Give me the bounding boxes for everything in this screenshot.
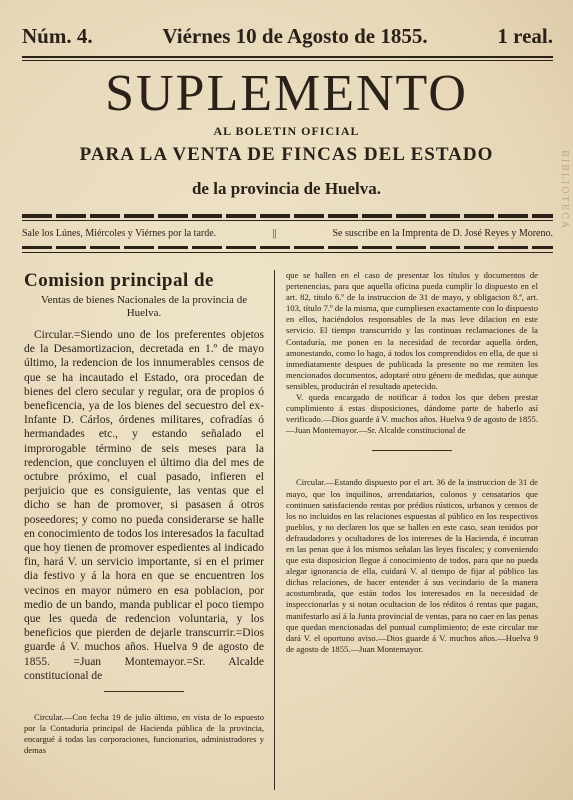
column-divider bbox=[274, 270, 275, 790]
issue-price: 1 real. bbox=[497, 23, 553, 48]
section-heading: Comision principal de bbox=[24, 270, 214, 291]
top-rule-thin bbox=[22, 60, 553, 61]
left-column bbox=[24, 270, 264, 756]
subscription-info: Se suscribe en la Imprenta de D. José Reyes y Moreno. bbox=[332, 228, 553, 239]
ornament-rule-thin bbox=[22, 220, 553, 221]
subtitle: AL BOLETIN OFICIAL bbox=[213, 124, 360, 138]
margin-stamp: BIBLIOTECA bbox=[559, 150, 569, 230]
separator-right bbox=[372, 450, 452, 451]
subtitle-province: de la provincia de Huelva. bbox=[191, 179, 382, 198]
circular-2-continued: que se hallen en el caso de presentar los títulos y documentos de pertenencias, para que aquella oficina pueda cumplir lo dispuesto en el art. 82, título 6.º de la instruccion de 31 de mayo, y obligacion 8.ª, art. 103, título 7.º de la misma, que cumpliesen exactamente con lo dispuesto en ellos, haciéndolos responsables de la mas leve dilacion en este servicio. El tiempo transcurrido y las continuas reclamaciones de la Contaduría, me ponen en la necesidad de recordar aquella órden, amonestando, como lo hago, á todos los comprendidos en ella, de que si inmediatamente despues de publicada la presente no me remiten los mencionados documentos, adoptaré otro género de medidas, que aunque sensibles, producirán el resultado apetecido. bbox=[286, 270, 538, 391]
masthead bbox=[22, 22, 553, 50]
issue-number: Núm. 4. bbox=[22, 23, 93, 48]
circular-2: Circular.—Con fecha 19 de julio último, en vista de lo espuesto por la Contaduría principal de Hacienda pública de la provincia, encargué á todas las corporaciones, funcionarios, administradores y demas bbox=[24, 712, 264, 756]
section-subheading: Ventas de bienes Nacionales de la provincia de Huelva. bbox=[40, 294, 248, 319]
publication-separator: || bbox=[272, 228, 277, 239]
separator bbox=[104, 691, 184, 692]
circular-3: Circular.—Estando dispuesto por el art. 36 de la instruccion de 31 de mayo, que los inquilinos, arrendatarios, colonos y censatarios que continuen satisfaciendo rentas por prédios rústicos, urbanos y censos de los no incluidos en las relaciones espuestas al público en los respectivos pueblos, y no declaren los que se hallen en este caso, sean tenidos por defraudadores y ocultadores de los intereses de la Hacienda, é incurran en las penas que á los mismos señalan las leyes fiscales; y conveniendo que esta disposicion llegue á conocimiento de todos, para que no pueda alegar ignorancia de ella, cuidará V. al tiempo de fijar al público las dichas relaciones, de hacer entender á sus vecindario de la manera acostumbrada, que están todos los interesados en la necesidad de inspeccionarlas y si notan ocultacion de los réditos ó rentas que pagan, manifestarlo así á la Junta provincial de ventas, para no caer en las penas que quedan mencionadas del puntual cumplimiento; de este circular me dará V. el oportuno aviso.—Dios guarde á V. muchos años.—Huelva 9 de agosto de 1855.—Juan Montemayor. bbox=[286, 477, 538, 654]
issue-date: Viérnes 10 de Agosto de 1855. bbox=[162, 23, 428, 48]
top-rule bbox=[22, 56, 553, 58]
circular-2-closing: V. queda encargado de notificar á todos los que deben prestar cumplimiento á estas disposiciones, dándome parte de haberlo así verificado.—Dios guarde á V. muchos años. Huelva 9 de agosto de 1855.—Juan Montemayor.—Sr. Alcalde constitucional de bbox=[286, 392, 538, 436]
subtitle-main: PARA LA VENTA DE FINCAS DEL ESTADO bbox=[79, 144, 494, 165]
publication-schedule: Sale los Lúnes, Miércoles y Viérnes por la tarde. bbox=[22, 228, 217, 239]
right-column bbox=[286, 270, 538, 655]
circular-1: Circular.=Siendo uno de los preferentes objetos de la Desamortizacion, decretada en 1.º de mayo último, la redencion de los innumerables censos de que se ha incautado el Estado, ora procedan de bienes del clero secular y regular, ora de propios ó beneficencia, ya de los bienes del secuestro del ex-Infante D. Cárlos, órdenes militares, cofradías ó hermandades etc., y estando señalado el improrogable término de seis meses para la redencion, que concluyen el último dia del mes de octubre próximo, el cual pasado, infieren el perjuicio que es consiguiente, las ventas que el dicho se han de promover, si pasasen á otros poseedores; y como no pueda considerarse se halle en conocimiento de todos los interesados la facultad que hoy tienen de promover espedientes al indicado fin, hará V. un servicio importante, si en el primer dia festivo y á la hora en que se encuentren los vecinos en mayor número en esa poblacion, por medio de un bando, manda publicar el poco tiempo que les queda de redencion voluntaria, y los beneficios que pierden de dejarle transcurrir.=Dios guarde á V. muchos años. Huelva 9 de agosto de 1855. =Juan Montemayor.=Sr. Alcalde constitucional de bbox=[24, 329, 264, 682]
ornament-rule-lower bbox=[22, 246, 553, 249]
ornament-rule bbox=[22, 214, 553, 218]
page-title: SUPLEMENTO bbox=[105, 65, 468, 122]
publication-info bbox=[22, 228, 553, 239]
lower-rule bbox=[22, 252, 553, 253]
